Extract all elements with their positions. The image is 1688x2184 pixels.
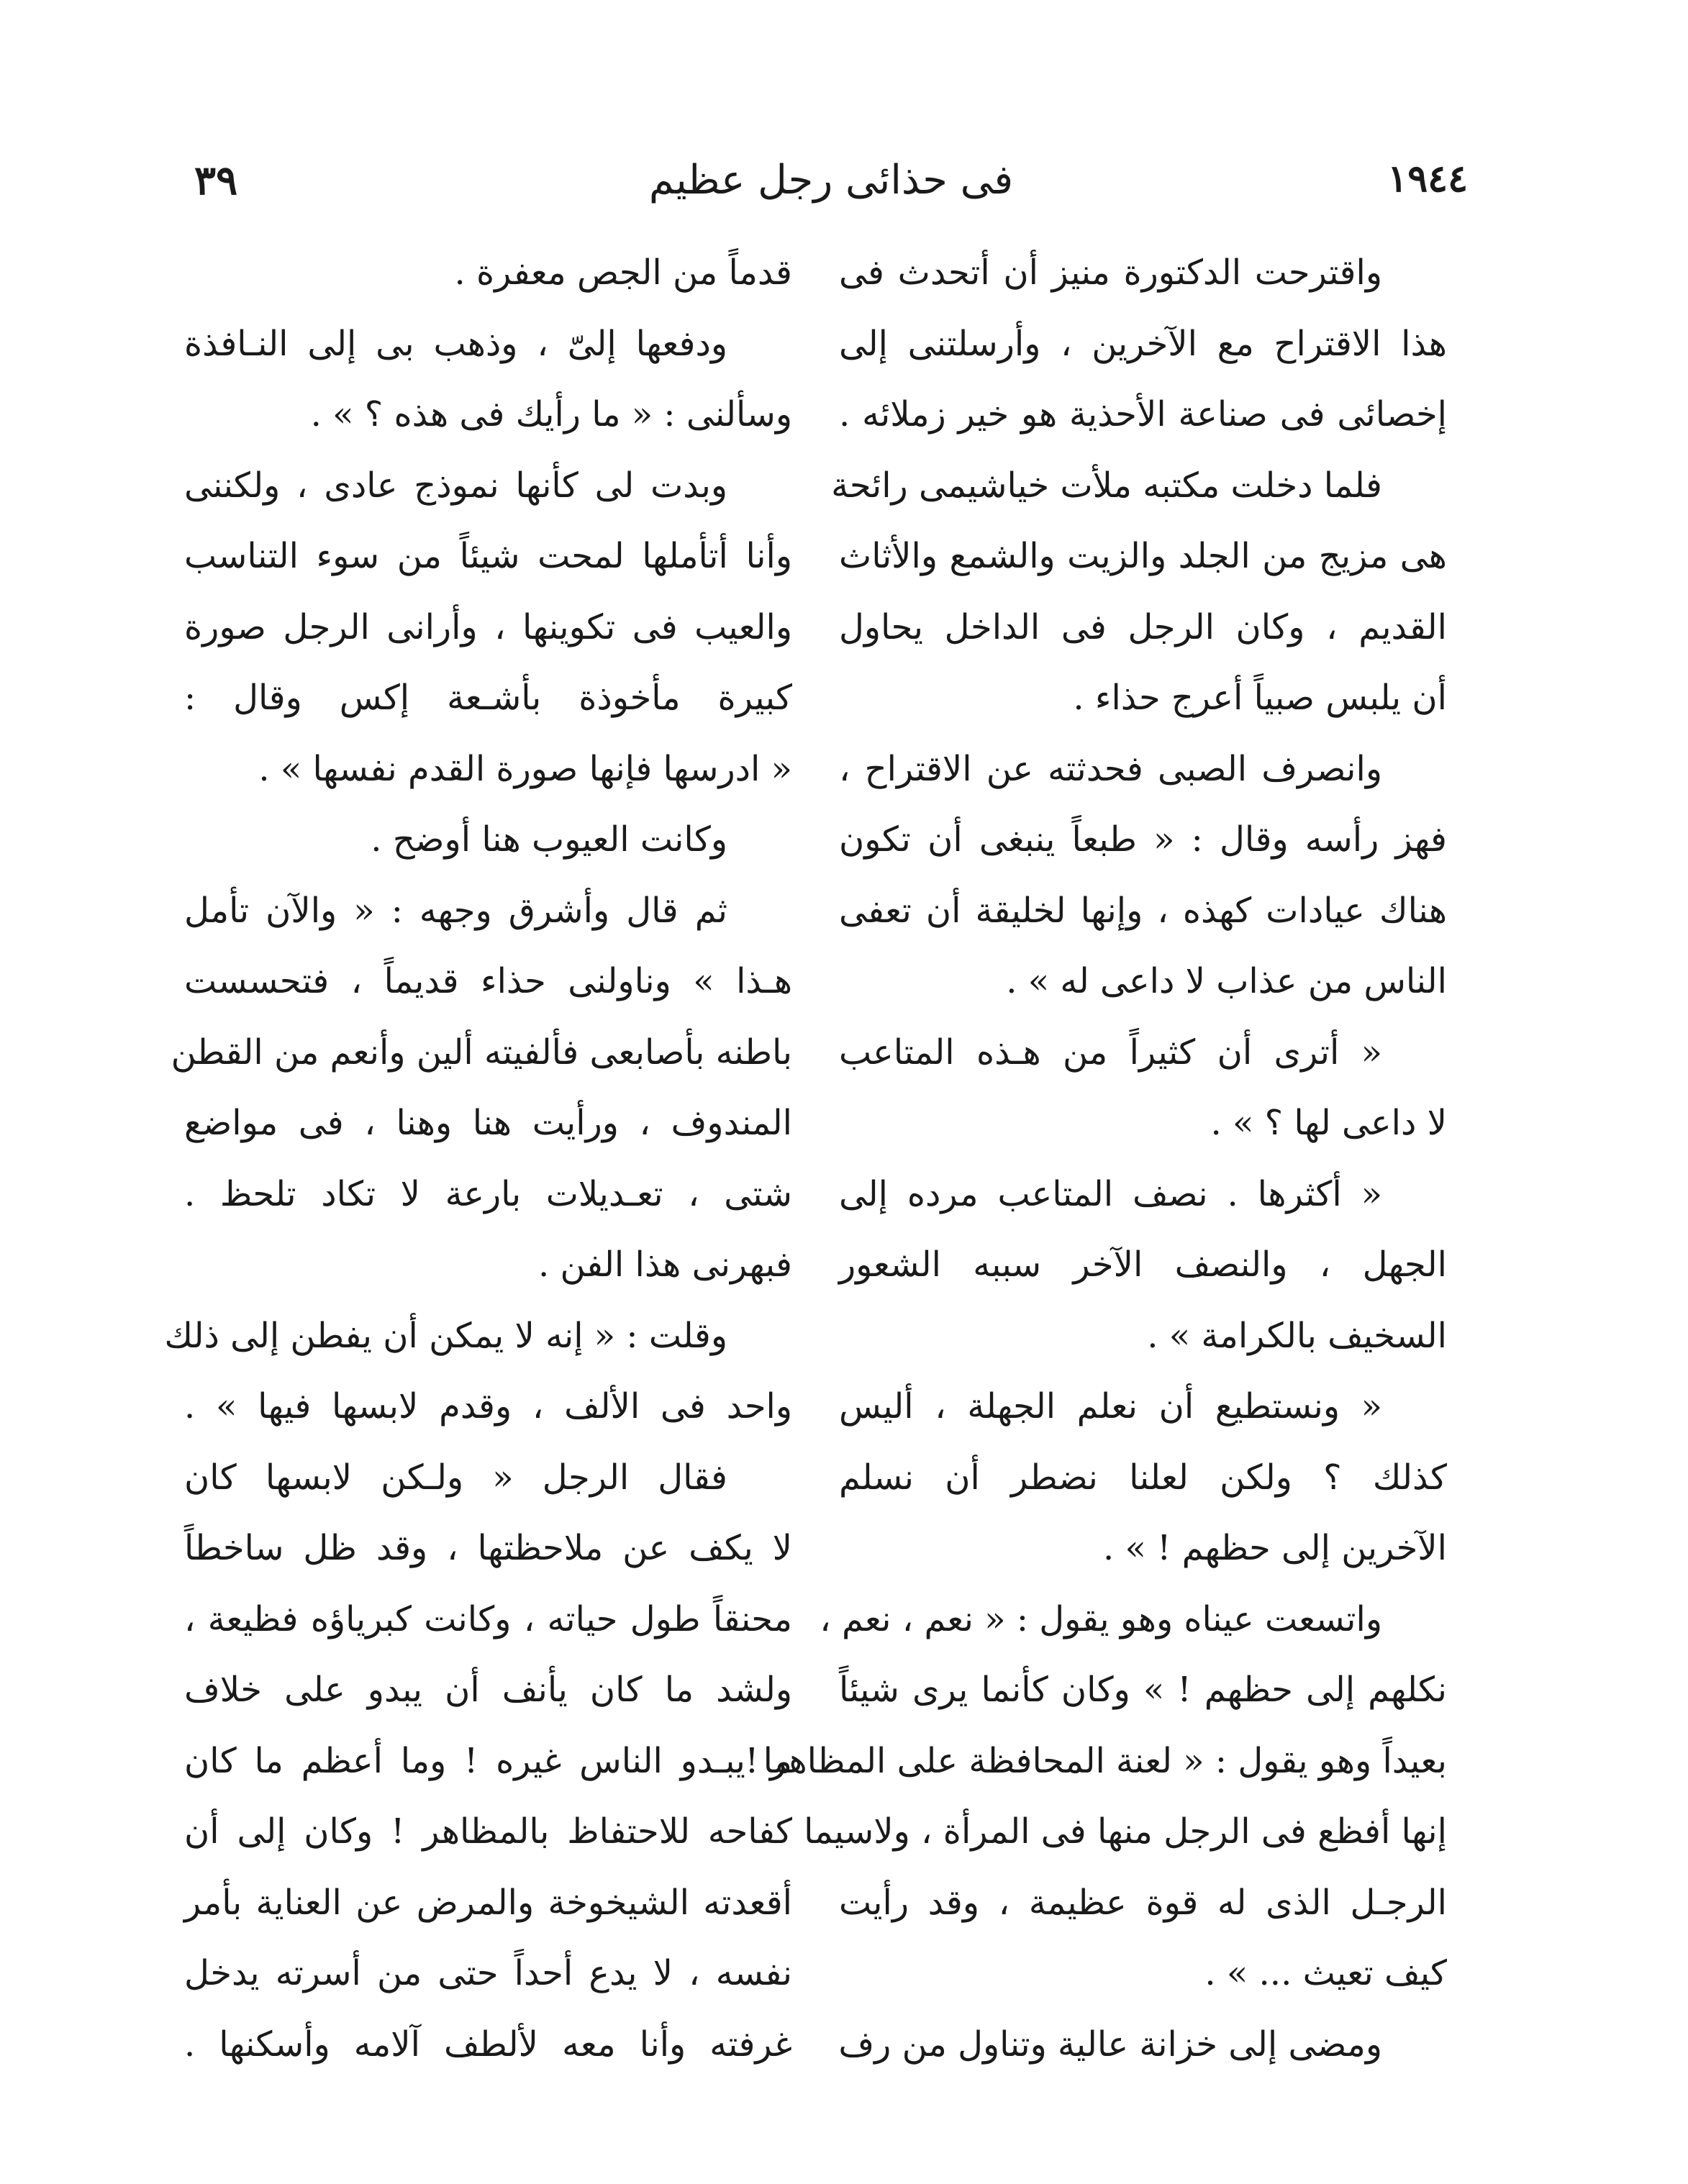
text-line: « أكثرها . نصف المتاعب مرده إلى — [839, 1173, 1382, 1214]
text-line: وقلت : « إنه لا يمكن أن يفطن إلى ذلك — [164, 1315, 727, 1356]
text-line: الآخرين إلى حظهم ! » . — [1102, 1528, 1447, 1568]
text-line: والعيب فى تكوينها ، وأرانى الرجل صورة — [184, 606, 792, 647]
text-line: ومضى إلى خزانة عالية وتناول من رف — [838, 2024, 1382, 2065]
text-line: هـذا » وناولنى حذاء قديماً ، فتحسست — [184, 961, 792, 1001]
left-text-column — [164, 237, 792, 2080]
text-line: وسألنى : « ما رأيك فى هذه ؟ » . — [310, 394, 792, 434]
text-line: فقال الرجل « ولـكن لابسها كان — [184, 1457, 727, 1498]
text-line: وأنا أتأملها لمحت شيئاً من سوء التناسب — [184, 536, 792, 576]
text-line: قدماً من الجص معفرة . — [454, 252, 792, 293]
text-line: « ونستطيع أن نعلم الجهلة ، أليس — [839, 1386, 1382, 1427]
text-line: فلما دخلت مكتبه ملأت خياشيمى رائحة — [831, 465, 1382, 506]
text-line: غرفته وأنا معه لألطف آلامه وأسكنها . — [184, 2024, 792, 2065]
text-line: فهز رأسه وقال : « طبعاً ينبغى أن تكون — [839, 819, 1447, 860]
text-line: أقعدته الشيخوخة والمرض عن العناية بأمر — [184, 1882, 792, 1923]
text-line: نكلهم إلى حظهم ! » وكان كأنما يرى شيئاً — [839, 1670, 1447, 1710]
text-line: محنقاً طول حياته ، وكانت كبرياؤه فظيعة ، — [184, 1598, 792, 1639]
page-number: ٣٩ — [194, 157, 238, 204]
text-line: الجهل ، والنصف الآخر سببه الشعور — [839, 1245, 1447, 1285]
text-line: إنها أفظع فى الرجل منها فى المرأة ، ولاسيما — [804, 1811, 1447, 1852]
text-line: باطنه بأصابعى فألفيته ألين وأنعم من القطن — [171, 1032, 792, 1073]
text-line: واتسعت عيناه وهو يقول : « نعم ، نعم ، — [820, 1598, 1382, 1639]
text-line: ودفعها إلىّ ، وذهب بى إلى النـافذة — [184, 323, 727, 364]
text-line: هذا الاقتراح مع الآخرين ، وأرسلتنى إلى — [839, 323, 1447, 364]
text-line: ولشد ما كان يأنف أن يبدو على خلاف — [184, 1670, 792, 1710]
text-line: لا يكف عن ملاحظتها ، وقد ظل ساخطاً — [184, 1528, 792, 1568]
text-line: « ادرسها فإنها صورة القدم نفسها » . — [258, 748, 792, 789]
text-line: هى مزيج من الجلد والزيت والشمع والأثاث — [839, 536, 1447, 576]
text-line: المندوف ، ورأيت هنا وهنا ، فى مواضع — [184, 1103, 792, 1143]
text-line: كذلك ؟ ولكن لعلنا نضطر أن نسلم — [839, 1457, 1447, 1498]
right-text-column — [745, 237, 1448, 2080]
text-line: « أترى أن كثيراً من هـذه المتاعب — [839, 1032, 1382, 1073]
text-line: نفسه ، لا يدع أحداً حتى من أسرته يدخل — [184, 1953, 792, 1993]
text-line: لا داعى لها ؟ » . — [1210, 1103, 1447, 1143]
text-line: الرجـل الذى له قوة عظيمة ، وقد رأيت — [839, 1882, 1447, 1923]
text-line: إخصائى فى صناعة الأحذية هو خير زملائه . — [839, 394, 1447, 434]
text-line: كبيرة مأخوذة بأشـعة إكس وقال : — [184, 678, 792, 718]
text-line: ما يبـدو الناس غيره ! وما أعظم ما كان — [184, 1740, 792, 1781]
text-line: كيف تعيث ... » . — [1204, 1953, 1447, 1993]
chapter-title: فى حذائى رجل عظيم — [648, 157, 1014, 204]
text-line: أن يلبس صبياً أعرج حذاء . — [1073, 678, 1447, 718]
text-line: وكانت العيوب هنا أوضح . — [371, 819, 727, 860]
text-line: هناك عيادات كهذه ، وإنها لخليقة أن تعفى — [839, 890, 1448, 931]
text-line: ثم قال وأشرق وجهه : « والآن تأمل — [184, 890, 727, 931]
text-line: القديم ، وكان الرجل فى الداخل يحاول — [839, 606, 1447, 647]
running-header — [194, 157, 1468, 222]
text-line: واحد فى الألف ، وقدم لابسها فيها » . — [184, 1386, 792, 1427]
text-line: شتى ، تعـديلات بارعة لا تكاد تلحظ . — [184, 1173, 792, 1214]
header-year: ١٩٤٤ — [1387, 157, 1468, 201]
text-line: السخيف بالكرامة » . — [1147, 1315, 1447, 1356]
text-line: فبهرنى هذا الفن . — [537, 1245, 792, 1285]
text-line: وانصرف الصبى فحدثته عن الاقتراح ، — [839, 748, 1382, 789]
text-line: وبدت لى كأنها نموذج عادى ، ولكننى — [184, 465, 727, 506]
text-line: الناس من عذاب لا داعى له » . — [1006, 961, 1447, 1001]
text-line: واقترحت الدكتورة منيز أن أتحدث فى — [839, 252, 1382, 293]
text-line: كفاحه للاحتفاظ بالمظاهر ! وكان إلى أن — [184, 1811, 792, 1852]
text-line: بعيداً وهو يقول : « لعنة المحافظة على المظاهر ! — [745, 1740, 1447, 1781]
